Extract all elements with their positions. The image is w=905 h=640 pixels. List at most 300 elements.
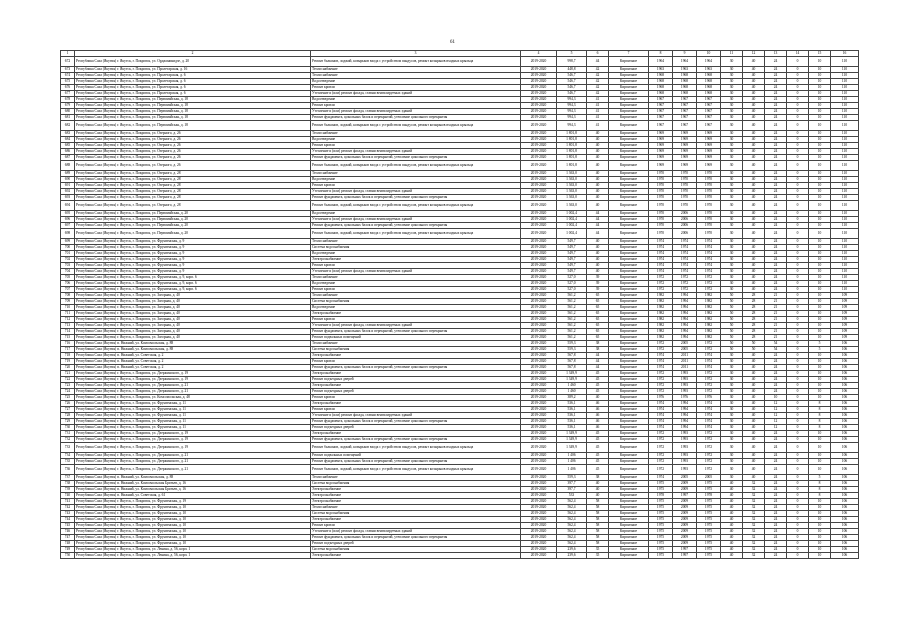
table-cell-y3: 1974 — [697, 401, 721, 407]
table-cell-y1: 1982 — [649, 299, 673, 305]
table-cell-e: 10 — [809, 137, 831, 143]
table-cell-type: Кирпичное — [609, 431, 649, 437]
table-cell-f: 109 — [831, 293, 859, 299]
table-cell-e: 10 — [809, 143, 831, 149]
table-cell-e: 10 — [809, 371, 831, 377]
table-cell-y3: 1975 — [697, 541, 721, 547]
table-cell-n: 739 — [61, 487, 75, 493]
table-cell-y1: 1972 — [649, 341, 673, 347]
table-cell-b: 32 — [743, 529, 765, 535]
table-cell-e: 10 — [809, 287, 831, 293]
table-cell-c: 24 — [765, 57, 787, 67]
table-cell-b: 40 — [743, 383, 765, 389]
table-cell-type: Кирпичное — [609, 359, 649, 365]
table-cell-y1: 1972 — [649, 347, 673, 353]
table-cell-addr: Республика Саха (Якутия) г. Якутск, г. Покровск, ул. Фрунзенская, д. 11 — [75, 425, 311, 431]
table-cell-d: 0 — [787, 305, 809, 311]
table-cell-type: Кирпичное — [609, 481, 649, 487]
table-cell-type: Кирпичное — [609, 317, 649, 323]
table-cell-f: 110 — [831, 189, 859, 195]
table-cell-n: 714 — [61, 329, 75, 335]
table-cell-b: 32 — [743, 493, 765, 499]
table-cell-e: 10 — [809, 535, 831, 541]
table-cell-a: 40 — [721, 529, 743, 535]
table-cell-y2: 1970 — [673, 189, 697, 195]
table-cell-y1: 1974 — [649, 413, 673, 419]
table-cell-work: Электроснабжение — [311, 499, 521, 505]
table-cell-area: 1 349,9 — [557, 371, 587, 377]
table-cell-f: 110 — [831, 245, 859, 251]
table-cell-addr: Республика Саха (Якутия) г. Якутск, г. Покровск, ул. Озерного, д. 28 — [75, 183, 311, 189]
table-cell-y1: 1969 — [649, 149, 673, 155]
table-cell-b: 40 — [743, 67, 765, 73]
table-cell-type: Кирпичное — [609, 97, 649, 103]
table-cell-area: 546,7 — [557, 79, 587, 85]
table-cell-period: 2019-2020 — [521, 407, 557, 413]
table-cell-c: 24 — [765, 171, 787, 177]
table-cell-n: 702 — [61, 257, 75, 263]
table-cell-n: 682 — [61, 121, 75, 131]
table-cell-a: 30 — [721, 189, 743, 195]
table-cell-work: Теплоснабжение — [311, 475, 521, 481]
table-cell-a: 30 — [721, 371, 743, 377]
table-cell-work: Теплоснабжение — [311, 171, 521, 177]
table-cell-b: 28 — [743, 335, 765, 341]
table-row — [61, 553, 859, 559]
table-cell-type: Кирпичное — [609, 183, 649, 189]
table-cell-a: 30 — [721, 465, 743, 475]
table-cell-a: 30 — [721, 109, 743, 115]
table-cell-n: 747 — [61, 535, 75, 541]
table-cell-f: 106 — [831, 499, 859, 505]
table-cell-work: Ремонт фундамента, цокольных балок и перекрытий, утепление цокольного перекрытия — [311, 223, 521, 229]
table-cell-type: Кирпичное — [609, 529, 649, 535]
table-cell-work: Ремонт фундамента, цокольных балок и перекрытий, утепление цокольного перекрытия — [311, 365, 521, 371]
table-cell-c: 24 — [765, 553, 787, 559]
table-cell-d: 0 — [787, 317, 809, 323]
table-cell-e: 5 — [809, 341, 831, 347]
table-cell-area: 546,7 — [557, 73, 587, 79]
table-cell-f: 110 — [831, 251, 859, 257]
table-cell-area: 527,0 — [557, 287, 587, 293]
table-cell-c: 24 — [765, 183, 787, 189]
table-cell-a: 30 — [721, 195, 743, 201]
table-cell-area: 533 — [557, 493, 587, 499]
table-cell-a: 30 — [721, 67, 743, 73]
table-cell-period: 2019-2020 — [521, 401, 557, 407]
table-cell-y3: 1975 — [697, 499, 721, 505]
table-cell-work: Ремонт подвальных помещений — [311, 335, 521, 341]
table-cell-work: Электроснабжение — [311, 487, 521, 493]
table-cell-d: 0 — [787, 431, 809, 437]
table-cell-a: 40 — [721, 505, 743, 511]
table-cell-a: 50 — [721, 305, 743, 311]
table-cell-y1: 1978 — [649, 493, 673, 499]
table-cell-period: 2019-2020 — [521, 359, 557, 365]
table-cell-area: 1 363,0 — [557, 189, 587, 195]
table-cell-a: 30 — [721, 245, 743, 251]
table-cell-addr: Республика Саха (Якутия) г. Якутск, г. Покровск, ул. Пролетарская, д. 6 — [75, 91, 311, 97]
table-cell-y1: 1970 — [649, 195, 673, 201]
table-cell-y3: 1974 — [697, 269, 721, 275]
table-cell-addr: Республика Саха (Якутия) г. Якутск, г. Покровск, ул. Загорная, д. 40 — [75, 293, 311, 299]
table-cell-type: Кирпичное — [609, 389, 649, 395]
table-cell-period: 2019-2020 — [521, 535, 557, 541]
table-cell-b: 40 — [743, 137, 765, 143]
table-cell-y3: 1970 — [697, 217, 721, 223]
table-cell-c: 24 — [765, 523, 787, 529]
table-cell-n: 728 — [61, 413, 75, 419]
table-cell-type: Кирпичное — [609, 299, 649, 305]
table-cell-addr: Республика Саха (Якутия) г. Якутск, г. Покровск, ул. Дзержинского, д. 19 — [75, 377, 311, 383]
table-cell-y1: 1963 — [649, 67, 673, 73]
table-cell-c: 24 — [765, 245, 787, 251]
table-cell-d: 0 — [787, 161, 809, 171]
table-cell-area: 561,2 — [557, 317, 587, 323]
table-cell-b: 28 — [743, 329, 765, 335]
table-cell-y2: 2009 — [673, 511, 697, 517]
table-cell-d: 0 — [787, 359, 809, 365]
table-cell-y2: 1970 — [673, 177, 697, 183]
table-cell-k: 44 — [587, 359, 609, 365]
table-cell-n: 706 — [61, 281, 75, 287]
table-cell-type: Кирпичное — [609, 347, 649, 353]
table-cell-d: 0 — [787, 413, 809, 419]
table-cell-addr: Республика Саха (Якутия) г. Якутск, г. Покровск, ул. Фрунзенская, д. 9 — [75, 251, 311, 257]
table-cell-y1: 1967 — [649, 103, 673, 109]
table-cell-d: 0 — [787, 149, 809, 155]
table-cell-e: 10 — [809, 67, 831, 73]
table-cell-type: Кирпичное — [609, 335, 649, 341]
table-cell-e: 10 — [809, 73, 831, 79]
table-cell-area: 1 406 — [557, 465, 587, 475]
table-cell-a: 40 — [721, 523, 743, 529]
table-cell-b: 40 — [743, 353, 765, 359]
table-cell-y1: 1967 — [649, 115, 673, 121]
table-cell-period: 2019-2020 — [521, 177, 557, 183]
table-cell-f: 106 — [831, 511, 859, 517]
table-cell-d: 0 — [787, 245, 809, 251]
table-cell-c: 24 — [765, 85, 787, 91]
table-cell-c: 24 — [765, 475, 787, 481]
table-cell-y3: 1969 — [697, 137, 721, 143]
table-cell-k: 44 — [587, 223, 609, 229]
table-cell-addr: Республика Саха (Якутия) г. Якутск, г. Покровск, ул. Озерного, д. 26 — [75, 161, 311, 171]
table-cell-d: 0 — [787, 177, 809, 183]
table-cell-area: 549,7 — [557, 257, 587, 263]
table-cell-area: 549,7 — [557, 263, 587, 269]
table-cell-c: 24 — [765, 353, 787, 359]
table-cell-y3: 1972 — [697, 383, 721, 389]
table-cell-period: 2019-2020 — [521, 287, 557, 293]
table-cell-area: 561,2 — [557, 335, 587, 341]
table-cell-n: 688 — [61, 161, 75, 171]
table-cell-y3: 1974 — [697, 245, 721, 251]
table-cell-area: 536,1 — [557, 401, 587, 407]
table-row — [61, 161, 859, 171]
table-cell-e: 10 — [809, 365, 831, 371]
table-cell-y2: 1974 — [673, 257, 697, 263]
table-cell-a: 40 — [721, 481, 743, 487]
table-cell-y1: 1975 — [649, 547, 673, 553]
table-cell-a: 40 — [721, 511, 743, 517]
table-cell-y2: 2006 — [673, 211, 697, 217]
table-cell-a: 30 — [721, 257, 743, 263]
table-cell-k: 45 — [587, 383, 609, 389]
table-cell-f: 110 — [831, 287, 859, 293]
table-cell-type: Кирпичное — [609, 305, 649, 311]
table-cell-y3: 1975 — [697, 487, 721, 493]
table-cell-b: 40 — [743, 465, 765, 475]
table-cell-addr: Республика Саха (Якутия) г. Якутск, г. Покровск, ул. Фрунзенская, д. 11 — [75, 401, 311, 407]
table-cell-k: 58 — [587, 505, 609, 511]
table-cell-n: 743 — [61, 511, 75, 517]
table-cell-y1: 1974 — [649, 401, 673, 407]
table-cell-a: 30 — [721, 73, 743, 79]
table-cell-y2: 1972 — [673, 281, 697, 287]
table-cell-y3: 1968 — [697, 85, 721, 91]
table-cell-b: 28 — [743, 317, 765, 323]
table-cell-y2: 2005 — [673, 347, 697, 353]
table-cell-work: Ремонт подъездных дверей — [311, 377, 521, 383]
table-cell-work: Ремонт балконов, лоджий, козырьков входа с устройством пандусов, ремонт козырьков входных крыльца — [311, 161, 521, 171]
table-cell-f: 106 — [831, 419, 859, 425]
table-cell-area: 1 363,0 — [557, 177, 587, 183]
table-cell-b: 40 — [743, 395, 765, 401]
table-cell-y2: 2009 — [673, 481, 697, 487]
table-cell-addr: Республика Саха (Якутия) г. Якутск, г. Покровск, ул. Фрунзенская, д. 9, корп. 6 — [75, 287, 311, 293]
table-cell-type: Кирпичное — [609, 401, 649, 407]
table-cell-k: 40 — [587, 155, 609, 161]
table-cell-e: 10 — [809, 517, 831, 523]
table-cell-y1: 1970 — [649, 223, 673, 229]
table-cell-f: 110 — [831, 91, 859, 97]
table-row — [61, 443, 859, 453]
table-cell-n: 723 — [61, 383, 75, 389]
table-cell-c: 24 — [765, 437, 787, 443]
table-cell-period: 2019-2020 — [521, 395, 557, 401]
table-cell-d: 0 — [787, 143, 809, 149]
table-cell-e: 10 — [809, 251, 831, 257]
table-cell-c: 24 — [765, 257, 787, 263]
table-cell-c: 24 — [765, 251, 787, 257]
table-cell-n: 691 — [61, 183, 75, 189]
table-cell-type: Кирпичное — [609, 115, 649, 121]
table-cell-b: 40 — [743, 91, 765, 97]
table-cell-a: 40 — [721, 541, 743, 547]
table-cell-e: 10 — [809, 223, 831, 229]
table-cell-e: 10 — [809, 465, 831, 475]
table-cell-n: 692 — [61, 189, 75, 195]
column-header: 1 — [61, 51, 75, 57]
table-cell-e: 10 — [809, 547, 831, 553]
table-cell-work: Ремонт подъездных дверей — [311, 541, 521, 547]
table-cell-addr: Республика Саха (Якутия) г. Якутск, г. Покровск, ул. Орджоникидзе, д. 20 — [75, 57, 311, 67]
table-cell-addr: Республика Саха (Якутия) г. Якутск, г. Покровск, ул. Первомайская, д. 18 — [75, 97, 311, 103]
table-cell-y1: 1974 — [649, 263, 673, 269]
table-cell-work: Ремонт балконов, лоджий, козырьков входа с устройством пандусов, ремонт козырьков входных крыльца — [311, 229, 521, 239]
table-cell-area: 1 349,9 — [557, 443, 587, 453]
table-cell-k: 45 — [587, 389, 609, 395]
table-cell-c: 24 — [765, 529, 787, 535]
table-cell-a: 30 — [721, 177, 743, 183]
table-cell-a: 30 — [721, 239, 743, 245]
table-cell-c: 24 — [765, 511, 787, 517]
table-cell-area: 1 002,4 — [557, 229, 587, 239]
table-cell-d: 0 — [787, 475, 809, 481]
table-cell-a: 30 — [721, 475, 743, 481]
table-cell-addr: Республика Саха (Якутия) г. Якутск, г. Покровск, ул. Пролетарская, д. 6 — [75, 73, 311, 79]
table-cell-n: 738 — [61, 481, 75, 487]
table-cell-period: 2019-2020 — [521, 299, 557, 305]
table-cell-e: 10 — [809, 229, 831, 239]
table-cell-y1: 1982 — [649, 335, 673, 341]
table-cell-addr: Республика Саха (Якутия) г. Якутск, г. Покровск, ул. Фрунзенская, д. 10 — [75, 517, 311, 523]
table-cell-y1: 1972 — [649, 389, 673, 395]
table-cell-k: 39 — [587, 281, 609, 287]
table-cell-y2: 1967 — [673, 97, 697, 103]
table-cell-a: 30 — [721, 383, 743, 389]
table-cell-y1: 1968 — [649, 85, 673, 91]
table-cell-area: 1 801,8 — [557, 137, 587, 143]
table-cell-y2: 2009 — [673, 505, 697, 511]
table-cell-area: 562,4 — [557, 517, 587, 523]
table-cell-k: 65 — [587, 323, 609, 329]
table-cell-d: 0 — [787, 329, 809, 335]
table-cell-type: Кирпичное — [609, 195, 649, 201]
table-cell-work: Электроснабжение — [311, 371, 521, 377]
table-cell-period: 2019-2020 — [521, 97, 557, 103]
table-cell-type: Кирпичное — [609, 523, 649, 529]
column-header: 14 — [787, 51, 809, 57]
table-cell-area: 1 363,0 — [557, 201, 587, 211]
table-cell-f: 106 — [831, 395, 859, 401]
table-cell-e: 10 — [809, 103, 831, 109]
table-cell-y1: 1974 — [649, 245, 673, 251]
table-cell-e: 10 — [809, 245, 831, 251]
table-cell-d: 0 — [787, 85, 809, 91]
table-cell-y2: 1994 — [673, 413, 697, 419]
table-cell-a: 30 — [721, 419, 743, 425]
table-cell-period: 2019-2020 — [521, 239, 557, 245]
table-cell-n: 721 — [61, 371, 75, 377]
table-cell-k: 44 — [587, 353, 609, 359]
table-cell-area: 561,2 — [557, 299, 587, 305]
table-cell-c: 12 — [765, 407, 787, 413]
table-cell-k: 41 — [587, 103, 609, 109]
table-cell-area: 1 363,0 — [557, 183, 587, 189]
table-cell-k: 40 — [587, 171, 609, 177]
table-cell-y3: 1975 — [697, 535, 721, 541]
table-cell-e: 10 — [809, 359, 831, 365]
table-cell-y3: 1972 — [697, 347, 721, 353]
table-cell-period: 2019-2020 — [521, 553, 557, 559]
table-cell-y3: 1982 — [697, 329, 721, 335]
table-cell-e: 10 — [809, 305, 831, 311]
table-cell-y2: 1974 — [673, 263, 697, 269]
table-cell-d: 0 — [787, 79, 809, 85]
table-cell-b: 40 — [743, 413, 765, 419]
table-cell-addr: Республика Саха (Якутия) г. Якутск, г. Покровск, ул. Загорная, д. 40 — [75, 317, 311, 323]
table-cell-area: 994,3 — [557, 103, 587, 109]
table-cell-addr: Республика Саха (Якутия) г. Якутск, г. Покровск, ул. Фрунзенская, д. 9, корп. 6 — [75, 275, 311, 281]
table-cell-y2: 2011 — [673, 353, 697, 359]
table-cell-e: 10 — [809, 299, 831, 305]
table-cell-y3: 1972 — [697, 287, 721, 293]
table-cell-addr: Республика Саха (Якутия) г. Якутск, г. Покровск, ул. Фрунзенская, д. 19 — [75, 499, 311, 505]
table-cell-type: Кирпичное — [609, 425, 649, 431]
table-cell-y3: 1982 — [697, 323, 721, 329]
table-cell-y1: 1972 — [649, 383, 673, 389]
table-cell-f: 106 — [831, 401, 859, 407]
table-cell-area: 1 406 — [557, 459, 587, 465]
table-cell-y3: 1970 — [697, 183, 721, 189]
table-cell-work: Ремонт кровли — [311, 395, 521, 401]
table-cell-addr: Республика Саха (Якутия) г. Якутск, г. Покровск, ул. Загорная, д. 40 — [75, 335, 311, 341]
table-cell-d: 0 — [787, 487, 809, 493]
table-cell-k: 38 — [587, 341, 609, 347]
table-cell-a: 30 — [721, 85, 743, 91]
table-cell-k: 39 — [587, 275, 609, 281]
table-cell-y2: 2009 — [673, 517, 697, 523]
table-cell-addr: Республика Саха (Якутия) г. Якутск, г. Покровск, ул. Фрунзенская, д. 9, корп. 6 — [75, 281, 311, 287]
table-cell-b: 28 — [743, 311, 765, 317]
table-cell-addr: Республика Саха (Якутия) г. Якутск, г. Покровск, ул. Пролетарская, д. 6 — [75, 79, 311, 85]
table-cell-c: 24 — [765, 131, 787, 137]
table-cell-y1: 1969 — [649, 143, 673, 149]
table-cell-f: 110 — [831, 121, 859, 131]
table-cell-c: 12 — [765, 413, 787, 419]
table-cell-k: 40 — [587, 143, 609, 149]
table-cell-b: 40 — [743, 245, 765, 251]
table-cell-b: 40 — [743, 155, 765, 161]
table-cell-y1: 1974 — [649, 475, 673, 481]
table-cell-d: 0 — [787, 425, 809, 431]
table-cell-y3: 1974 — [697, 353, 721, 359]
table-cell-period: 2019-2020 — [521, 195, 557, 201]
table-cell-period: 2019-2020 — [521, 121, 557, 131]
table-cell-period: 2019-2020 — [521, 443, 557, 453]
table-cell-d: 0 — [787, 131, 809, 137]
table-cell-area: 1 801,8 — [557, 155, 587, 161]
table-cell-a: 30 — [721, 287, 743, 293]
table-cell-addr: Республика Саха (Якутия) г. Якутск, г. Покровск, ул. Озерного, д. 26 — [75, 137, 311, 143]
table-cell-y2: 1967 — [673, 115, 697, 121]
column-header: 2 — [75, 51, 311, 57]
table-cell-y3: 1970 — [697, 223, 721, 229]
table-cell-type: Кирпичное — [609, 419, 649, 425]
table-cell-c: 24 — [765, 115, 787, 121]
table-cell-y2: 1974 — [673, 251, 697, 257]
table-cell-e: 10 — [809, 257, 831, 263]
table-cell-work: Система водоснабжения — [311, 245, 521, 251]
table-cell-e: 10 — [809, 189, 831, 195]
table-cell-k: 38 — [587, 475, 609, 481]
table-cell-c: 24 — [765, 493, 787, 499]
table-cell-b: 40 — [743, 251, 765, 257]
table-cell-f: 106 — [831, 365, 859, 371]
table-cell-y2: 1993 — [673, 389, 697, 395]
table-cell-a: 50 — [721, 335, 743, 341]
table-cell-y3: 1974 — [697, 425, 721, 431]
table-cell-work: Утепление и (или) ремонт фасада, ставни вентилируемых зданий — [311, 189, 521, 195]
table-cell-y1: 1975 — [649, 487, 673, 493]
table-cell-e: 5 — [809, 475, 831, 481]
table-cell-y3: 1978 — [697, 493, 721, 499]
table-cell-y1: 1982 — [649, 329, 673, 335]
table-cell-n: 681 — [61, 115, 75, 121]
table-cell-f: 110 — [831, 73, 859, 79]
